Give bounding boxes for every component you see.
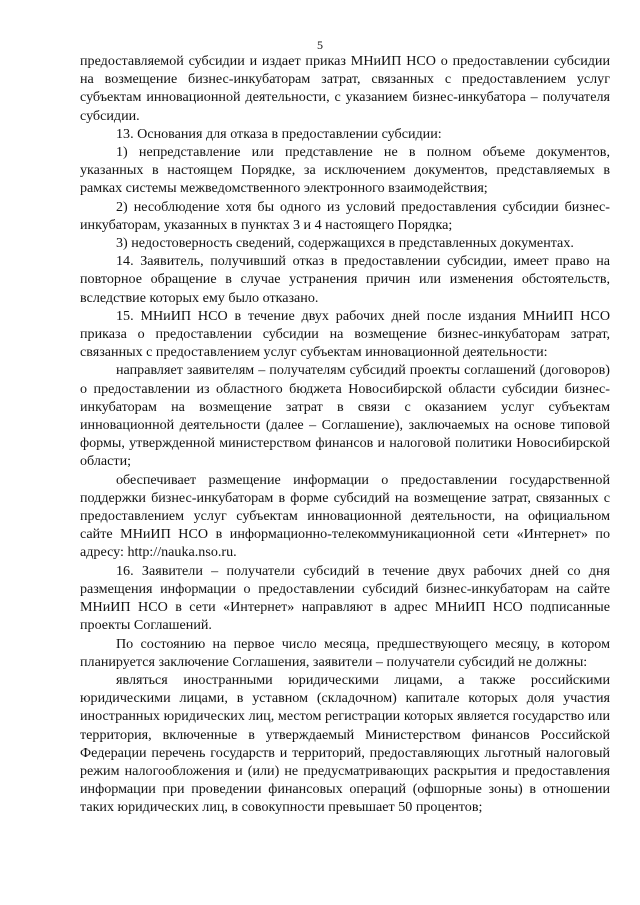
document-body xyxy=(80,52,610,817)
paragraph-15: 15. МНиИП НСО в течение двух рабочих дней после издания МНиИП НСО приказа о предоставлении субсидии на возмещение бизнес-инкубаторам затрат, связанных с предоставлением услуг субъектам инновационной деятельности: xyxy=(80,307,610,361)
paragraph-15-publishes: обеспечивает размещение информации о предоставлении государственной поддержки бизнес-инкубаторам в форме субсидий на возмещение затрат, связанных с предоставлением услуг субъектам инновационной деятельности, на официальном сайте МНиИП НСО в информационно-телекоммуникационной сети «Интернет» по адресу: http://nauka.nso.ru. xyxy=(80,471,610,561)
paragraph-14: 14. Заявитель, получивший отказ в предоставлении субсидии, имеет право на повторное обращение в случае устранения причин или изменения обстоятельств, вследствие которых ему было отказано. xyxy=(80,253,610,306)
page-number: 5 xyxy=(317,38,323,52)
paragraph-15-sends: направляет заявителям – получателям субсидий проекты соглашений (договоров) о предоставлении из областного бюджета Новосибирской области субсидии бизнес-инкубаторам на возмещение затрат в связи с оказанием услуг субъектам инновационной деятельности (далее – Соглашение), заключаемых на основе типовой формы, утвержденной министерством финансов и налоговой политики Новосибирской области; xyxy=(80,362,610,470)
paragraph-16-condition-foreign: являться иностранными юридическими лицами, а также российскими юридическими лицами, в уставном (складочном) капитале которых доля участия иностранных юридических лиц, местом регистрации которых является государство или территория, включенные в утверждаемый Министерством финансов Российской Федерации перечень государств и территорий, предоставляющих льготный налоговый режим налогообложения и (или) не предусматривающих раскрытия и предоставления информации при проведении финансовых операций (офшорные зоны) в отношении таких юридических лиц, в совокупности превышает 50 процентов; xyxy=(80,671,610,816)
paragraph-13-heading: 13. Основания для отказа в предоставлении субсидии: xyxy=(116,125,442,142)
paragraph-13-item-1: 1) непредставление или представление не в полном объеме документов, указанных в настоящем Порядке, за исключением документов, представляемых в рамках системы межведомственного электронного взаимодействия; xyxy=(80,144,610,197)
paragraph-16-conditions: По состоянию на первое число месяца, предшествующего месяцу, в котором планируется заключение Соглашения, заявители – получатели субсидий не должны: xyxy=(80,635,610,670)
paragraph-13-item-2: 2) несоблюдение хотя бы одного из условий предоставления субсидии бизнес-инкубаторам, указанных в пунктах 3 и 4 настоящего Порядка; xyxy=(80,198,610,233)
paragraph-continuation: предоставляемой субсидии и издает приказ МНиИП НСО о предоставлении субсидии на возмещение бизнес-инкубаторам затрат, связанных с предоставлением услуг субъектам инновационной деятельности, с указанием бизнес-инкубатора – получателя субсидии. xyxy=(80,53,610,124)
paragraph-16: 16. Заявители – получатели субсидий в течение двух рабочих дней со дня размещения информации о предоставлении субсидий бизнес-инкубаторам на сайте МНиИП НСО в сети «Интернет» направляют в адрес МНиИП НСО подписанные проекты Соглашений. xyxy=(80,562,610,634)
paragraph-13-item-3: 3) недостоверность сведений, содержащихся в представленных документах. xyxy=(116,235,574,252)
